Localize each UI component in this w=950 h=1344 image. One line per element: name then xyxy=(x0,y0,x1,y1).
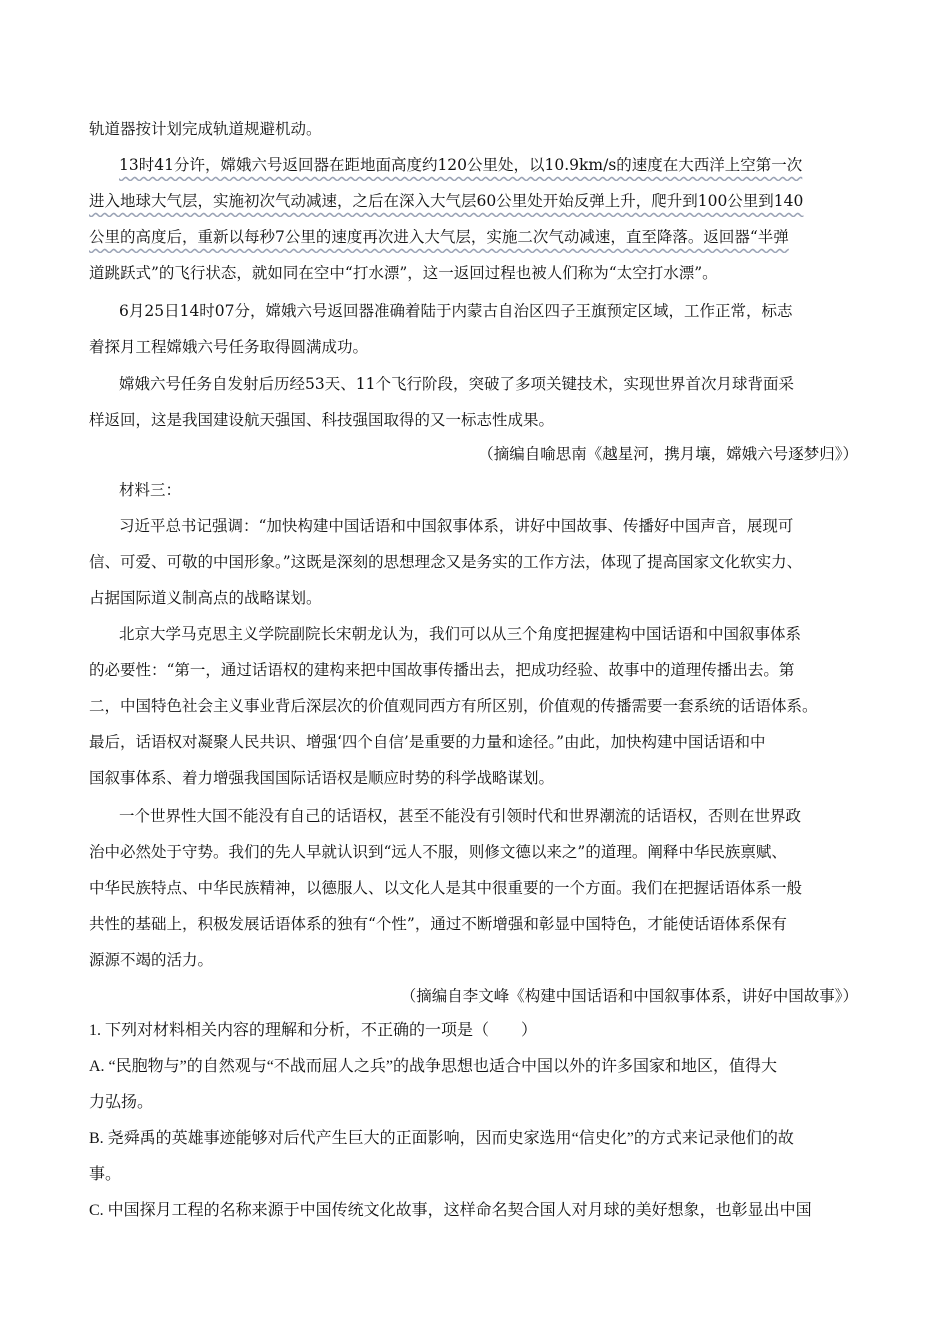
paragraph-line: 进入地球大气层，实施初次气动减速，之后在深入大气层60公里处开始反弹上升，爬升到100公里到140 xyxy=(89,192,804,210)
paragraph-line: 道跳跃式”的飞行状态，就如同在空中“打水漂”，这一返回过程也被人们称为“太空打水漂”。 xyxy=(89,264,718,282)
paragraph-line: 轨道器按计划完成轨道规避机动。 xyxy=(89,120,322,138)
paragraph-line: 治中必然处于守势。我们的先人早就认识到“远人不服，则修文德以来之”的道理。阐释中华民族禀赋、 xyxy=(89,843,787,861)
paragraph-line: 样返回，这是我国建设航天强国、科技强国取得的又一标志性成果。 xyxy=(89,411,555,429)
question-stem: 1. 下列对材料相关内容的理解和分析，不正确的一项是（ ） xyxy=(89,1022,538,1039)
underlined-text: 公里的高度后，重新以每秒7公里的速度再次进入大气层，实施二次气动减速，直至降落。返回器“半弹 xyxy=(89,228,789,246)
paragraph-line: 国叙事体系、着力增强我国国际话语权是顺应时势的科学战略谋划。 xyxy=(89,769,555,787)
option-b: B. 尧舜禹的英雄事迹能够对后代产生巨大的正面影响，因而史家选用“信史化”的方式来记录他们的故 xyxy=(89,1130,794,1147)
source-citation: （摘编自喻思南《越星河，携月壤，嫦娥六号逐梦归》） xyxy=(478,445,858,463)
option-c: C. 中国探月工程的名称来源于中国传统文化故事，这样命名契合国人对月球的美好想象，也彰显出中国 xyxy=(89,1202,812,1219)
section-heading: 材料三： xyxy=(119,481,182,499)
paragraph-line: 习近平总书记强调：“加快构建中国话语和中国叙事体系，讲好中国故事、传播好中国声音，展现可 xyxy=(119,517,794,535)
paragraph-line: 中华民族特点、中华民族精神，以德服人、以文化人是其中很重要的一个方面。我们在把握话语体系一般 xyxy=(89,879,803,897)
paragraph-line xyxy=(89,221,859,253)
option-a: A. “民胞物与”的自然观与“不战而屈人之兵”的战争思想也适合中国以外的许多国家和地区，值得大 xyxy=(89,1058,777,1075)
paragraph-line: 6月25日14时07分，嫦娥六号返回器准确着陆于内蒙古自治区四子王旗预定区域，工作正常，标志 xyxy=(119,302,793,320)
option-b-continued: 事。 xyxy=(89,1166,122,1183)
paragraph-line: 一个世界性大国不能没有自己的话语权，甚至不能没有引领时代和世界潮流的话语权，否则在世界政 xyxy=(119,807,802,825)
paragraph-line: 13时41分许，嫦娥六号返回器在距地面高度约120公里处，以10.9km/s的速度在大西洋上空第一次 xyxy=(119,156,803,174)
option-a-continued: 力弘扬。 xyxy=(89,1094,154,1111)
paragraph-line: 的必要性：“第一，通过话语权的建构来把中国故事传播出去，把成功经验、故事中的道理传播出去。第 xyxy=(89,661,795,679)
paragraph-line: 占据国际道义制高点的战略谋划。 xyxy=(89,589,322,607)
paragraph-line: 源源不竭的活力。 xyxy=(89,951,214,969)
source-citation: （摘编自李文峰《构建中国话语和中国叙事体系，讲好中国故事》） xyxy=(400,987,858,1005)
paragraph-line: 着探月工程嫦娥六号任务取得圆满成功。 xyxy=(89,338,369,356)
paragraph-line: 信、可爱、可敬的中国形象。”这既是深刻的思想理念又是务实的工作方法，体现了提高国家文化软实力、 xyxy=(89,553,803,571)
paragraph-line: 二，中国特色社会主义事业背后深层次的价值观同西方有所区别，价值观的传播需要一套系统的话语体系。 xyxy=(89,697,818,715)
paragraph-line: 最后，话语权对凝聚人民共识、增强‘四个自信’是重要的力量和途径。”由此，加快构建中国话语和中 xyxy=(89,733,766,751)
paragraph-line: 嫦娥六号任务自发射后历经53天、11个飞行阶段，突破了多项关键技术，实现世界首次月球背面采 xyxy=(119,375,794,393)
paragraph-line: 北京大学马克思主义学院副院长宋朝龙认为，我们可以从三个角度把握建构中国话语和中国叙事体系 xyxy=(119,625,802,643)
paragraph-line: 共性的基础上，积极发展话语体系的独有“个性”，通过不断增强和彰显中国特色，才能使话语体系保有 xyxy=(89,915,787,933)
